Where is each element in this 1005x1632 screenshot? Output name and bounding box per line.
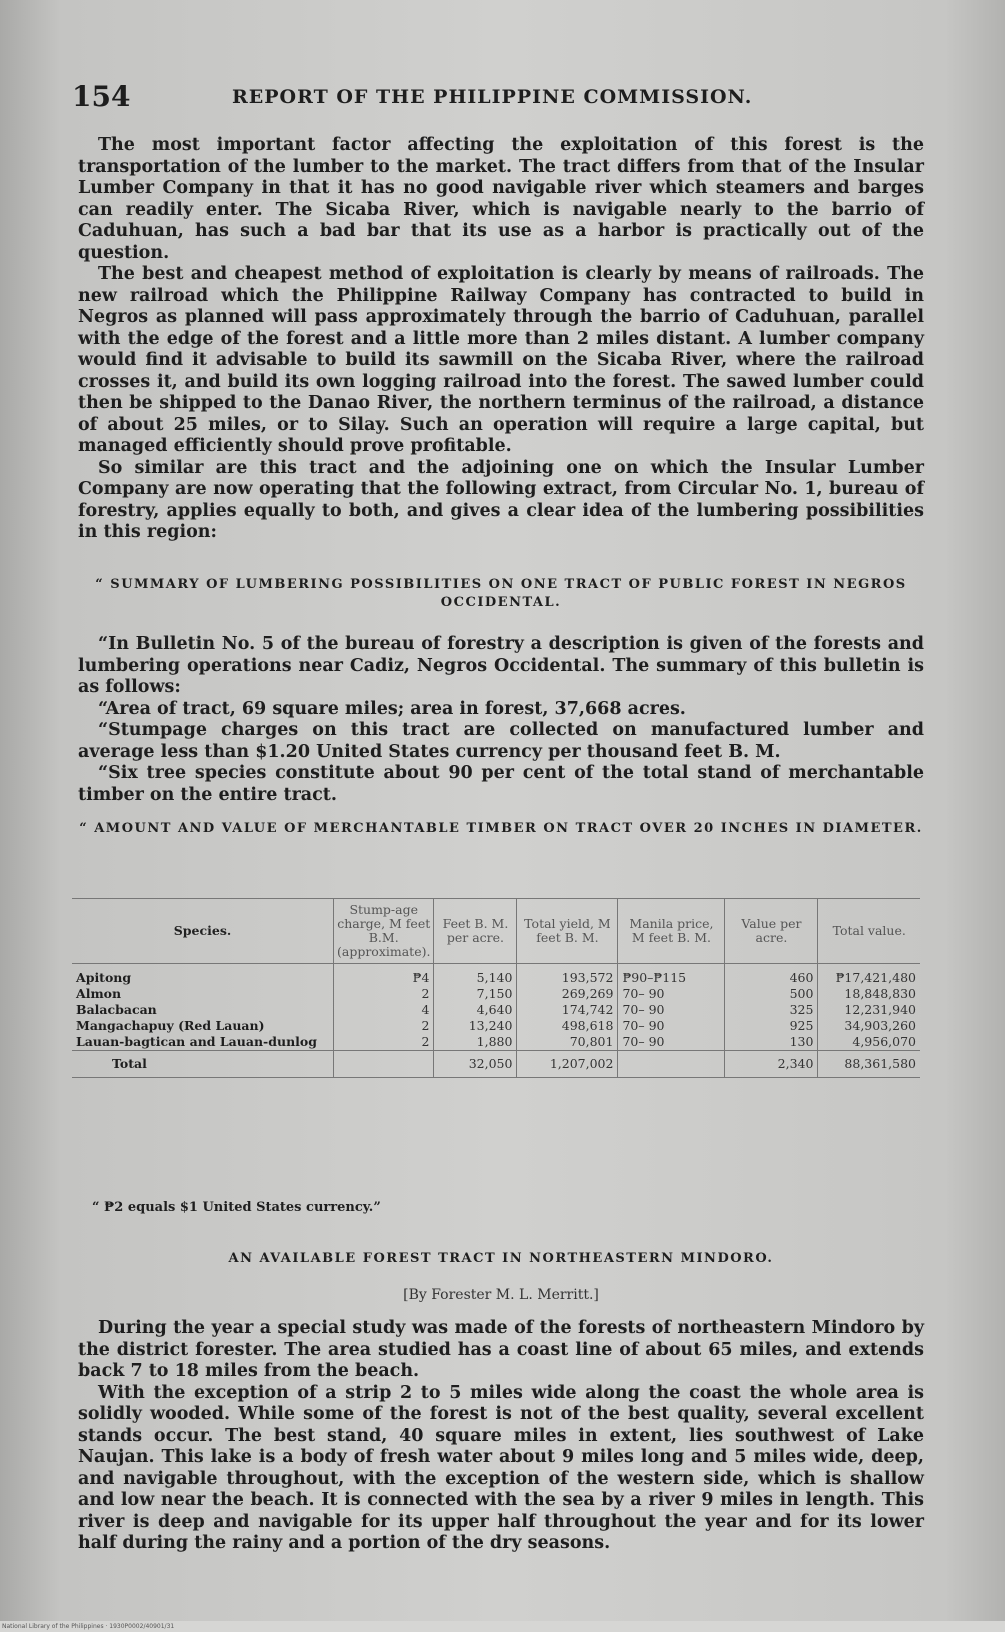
- cell-yield: 498,618: [517, 1018, 618, 1034]
- table-row: [72, 1034, 920, 1051]
- cell-total-value: ₱17,421,480: [835, 969, 916, 985]
- paragraph: The best and cheapest method of exploitation is clearly by means of railroads. The new railroad which the Philippine Railway Company has contracted to build in Negros as planned will pass approximately through the barrio of Caduhuan, parallel with the edge of the forest and a little more than 2 miles distant. A lumber company would find it advisable to build its sawmill on the Sicaba River, where the railroad crosses it, and build its own logging railroad into the forest. The sawed lumber could then be shipped to the Danao River, the northern terminus of the railroad, a distance of about 25 miles, or to Silay. Such an operation will require a large capital, but managed efficiently should prove profitable.: [78, 264, 924, 456]
- cell-species: Apitong: [72, 970, 334, 986]
- cell-price: 70– 90: [618, 986, 725, 1002]
- cell-feet: 1,880: [434, 1034, 517, 1051]
- section-title: AN AVAILABLE FOREST TRACT IN NORTHEASTERN MINDORO.: [228, 1251, 774, 1266]
- cell-species: Mangachapuy (Red Lauan): [72, 1018, 334, 1034]
- cell-yield: 70,801: [517, 1034, 618, 1051]
- cell-yield: 174,742: [517, 1002, 618, 1018]
- cell-yield: 1,207,002: [517, 1050, 618, 1077]
- cell-value-acre: 460: [725, 970, 818, 986]
- timber-table: [72, 898, 920, 1078]
- page-number: 154: [72, 80, 131, 113]
- cell-yield: 193,572: [517, 970, 618, 986]
- cell-yield: 269,269: [517, 986, 618, 1002]
- col-header-species: Species.: [72, 899, 334, 964]
- col-header-value-per-acre: Value per acre.: [725, 899, 818, 964]
- cell-value-acre: 130: [725, 1034, 818, 1051]
- col-header-manila-price: Manila price, M feet B. M.: [618, 899, 725, 964]
- table-row: [72, 1018, 920, 1034]
- col-header-feet-per-acre: Feet B. M. per acre.: [434, 899, 517, 964]
- paragraph: The most important factor affecting the exploitation of this forest is the transportation of the lumber to the market. The tract differs from that of the Insular Lumber Company in that it has no good navigable river which steamers and barges can readily enter. The Sicaba River, which is navigable nearly to the barrio of Caduhuan, has such a bad bar that its use as a harbor is practically out of the question.: [78, 135, 924, 263]
- paragraph: So similar are this tract and the adjoining one on which the Insular Lumber Company are now operating that the following extract, from Circular No. 1, bureau of forestry, applies equally to both, and gives a clear idea of the lumbering possibilities in this region:: [78, 457, 924, 542]
- cell-total-value: 88,361,580: [818, 1050, 920, 1077]
- page-header: [72, 80, 932, 114]
- cell-stumpage: 2: [334, 1018, 434, 1034]
- cell-total-label: Total: [72, 1050, 334, 1077]
- cell-species: Balacbacan: [72, 1002, 334, 1018]
- cell-price: ₱90–₱115: [618, 970, 725, 986]
- cell-value-acre: 2,340: [725, 1050, 818, 1077]
- cell-feet: 4,640: [434, 1002, 517, 1018]
- paragraph: “Stumpage charges on this tract are collected on manufactured lumber and average less than $1.20 United States currency per thousand feet B. M.: [78, 720, 924, 762]
- cell-total-value: 34,903,260: [844, 1017, 916, 1033]
- scan-footer-strip: [0, 1621, 1005, 1632]
- cell-price: 70– 90: [618, 1018, 725, 1034]
- cell-feet: 7,150: [434, 986, 517, 1002]
- cell-feet: 13,240: [434, 1018, 517, 1034]
- cell-price: 70– 90: [618, 1002, 725, 1018]
- table-title: “ AMOUNT AND VALUE OF MERCHANTABLE TIMBER ON TRACT OVER 20 INCHES IN DIAMETER.: [79, 821, 923, 836]
- col-header-total-value: Total value.: [818, 899, 920, 964]
- cell-stumpage: 2: [334, 986, 434, 1002]
- cell-price: [618, 1050, 725, 1077]
- cell-stumpage: [334, 1050, 434, 1077]
- table-footnote: “ ₱2 equals $1 United States currency.”: [92, 1200, 381, 1215]
- cell-total-value: 18,848,830: [844, 985, 916, 1001]
- table-header-row: [72, 899, 920, 964]
- cell-total-value: 12,231,940: [844, 1001, 916, 1017]
- cell-stumpage: 2: [334, 1034, 434, 1051]
- cell-price: 70– 90: [618, 1034, 725, 1051]
- cell-species: Almon: [72, 986, 334, 1002]
- table-total-row: [72, 1050, 920, 1077]
- col-header-stumpage: Stump-age charge, M feet B.M.(approximate).: [334, 899, 434, 964]
- cell-value-acre: 925: [725, 1018, 818, 1034]
- paragraph: “In Bulletin No. 5 of the bureau of forestry a description is given of the forests and lumbering operations near Cadiz, Negros Occidental. The summary of this bulletin is as follows:: [78, 634, 924, 697]
- cell-value-acre: 500: [725, 986, 818, 1002]
- body-text-bottom: [78, 1318, 924, 1555]
- quoted-summary: [78, 634, 924, 806]
- paragraph: “Six tree species constitute about 90 per cent of the total stand of merchantable timber on the entire tract.: [78, 763, 924, 805]
- paragraph: “Area of tract, 69 square miles; area in forest, 37,668 acres.: [98, 698, 686, 719]
- byline: [By Forester M. L. Merritt.]: [403, 1287, 599, 1303]
- cell-species: Lauan-bagtican and Lauan-dunlog: [72, 1034, 334, 1051]
- table-row: [72, 986, 920, 1002]
- cell-feet: 32,050: [434, 1050, 517, 1077]
- paragraph: With the exception of a strip 2 to 5 miles wide along the coast the whole area is solidly wooded. While some of the forest is not of the best quality, several excellent stands occur. The best stand, 40 square miles in extent, lies southwest of Lake Naujan. This lake is a body of fresh water about 9 miles long and 5 miles wide, deep, and navigable throughout, with the exception of the western side, which is shallow and low near the beach. It is connected with the sea by a river 9 miles in length. This river is deep and navigable for its upper half throughout the year and for its lower half during the rainy and a portion of the dry seasons.: [78, 1382, 924, 1553]
- cell-stumpage: ₱4: [334, 970, 434, 986]
- running-head: REPORT OF THE PHILIPPINE COMMISSION.: [232, 86, 753, 108]
- summary-title: “ SUMMARY OF LUMBERING POSSIBILITIES ON ONE TRACT OF PUBLIC FOREST IN NEGROS OCCIDENTAL.: [95, 577, 907, 610]
- table-row: [72, 970, 920, 986]
- scan-footer-text: National Library of the Philippines · 1930P0002/40901/31: [2, 1623, 175, 1630]
- cell-feet: 5,140: [434, 970, 517, 986]
- table-row: [72, 1002, 920, 1018]
- body-text-top: [78, 135, 924, 544]
- cell-value-acre: 325: [725, 1002, 818, 1018]
- paragraph: During the year a special study was made of the forests of northeastern Mindoro by the district forester. The area studied has a coast line of about 65 miles, and extends back 7 to 18 miles from the beach.: [78, 1318, 924, 1381]
- cell-stumpage: 4: [334, 1002, 434, 1018]
- cell-total-value: 4,956,070: [852, 1033, 916, 1049]
- col-header-total-yield: Total yield, M feet B. M.: [517, 899, 618, 964]
